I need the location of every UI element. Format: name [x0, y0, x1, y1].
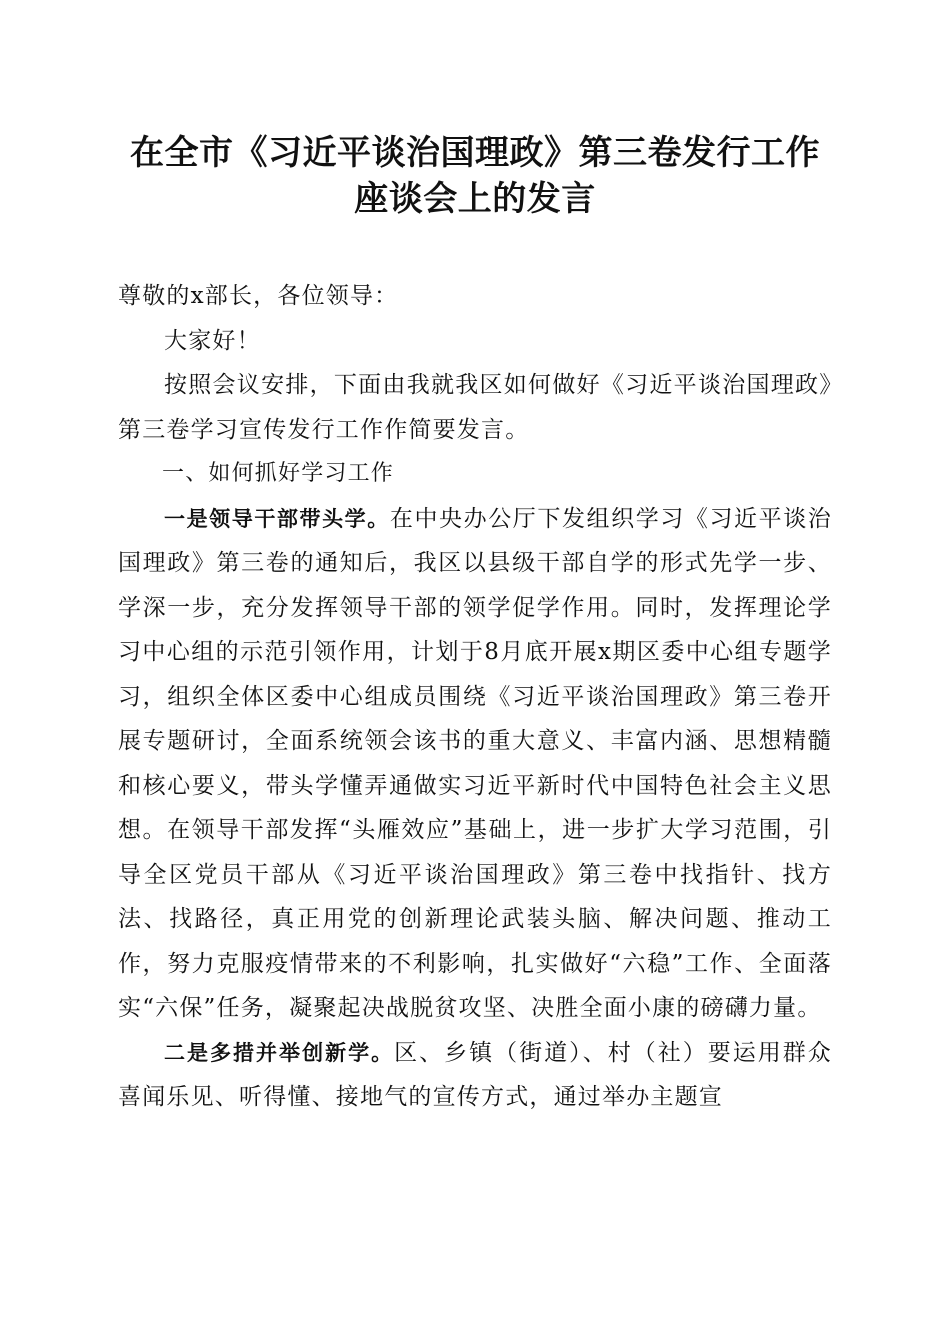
- title-line-1: 在全市《习近平谈治国理政》第三卷发行工作: [130, 133, 820, 173]
- paragraph-lead-label: 一是领导干部带头学。: [164, 506, 390, 531]
- salutation: 尊敬的x部长，各位领导：: [118, 283, 399, 309]
- paragraph-body-text: 在中央办公厅下发组织学习《习近平谈治国理政》第三卷的通知后，我区以县级干部自学的形式先学一步、学深一步，充分发挥领导干部的领学促学作用。同时，发挥理论学习中心组的示范引领作用，计划于8月底开展x期区委中心组专题学习，组织全体区委中心组成员围绕《习近平谈治国理政》第三卷开展专题研讨，全面系统领会该书的重大意义、丰富内涵、思想精髓和核心要义，带头学懂弄通做实习近平新时代中国特色社会主义思想。在领导干部发挥“头雁效应”基础上，进一步扩大学习范围，引导全区党员干部从《习近平谈治国理政》第三卷中找指针、找方法、找路径，真正用党的创新理论武装头脑、解决问题、推动工作，努力克服疫情带来的不利影响，扎实做好“六稳”工作、全面落实“六保”任务，凝聚起决战脱贫攻坚、决胜全面小康的磅礴力量。: [118, 505, 833, 1021]
- paragraph-lead-label: 二是多措并举创新学。: [164, 1040, 395, 1065]
- title-line-2: 座谈会上的发言: [354, 179, 596, 219]
- paragraph-body-text: 区、乡镇（街道）、村（社）要运用群众喜闻乐见、听得懂、接地气的宣传方式，通过举办主题宣: [118, 1039, 832, 1110]
- paragraph-lead-by-example: [118, 497, 832, 1031]
- document-body: [118, 274, 832, 1120]
- document-title: [118, 130, 832, 222]
- section-heading-1: 一、如何抓好学习工作: [162, 461, 395, 486]
- paragraph-innovative-study: [118, 1031, 832, 1120]
- intro-paragraph: 按照会议安排，下面由我就我区如何做好《习近平谈治国理政》第三卷学习宣传发行工作作简要发言。: [118, 372, 832, 443]
- greeting: 大家好！: [164, 327, 261, 354]
